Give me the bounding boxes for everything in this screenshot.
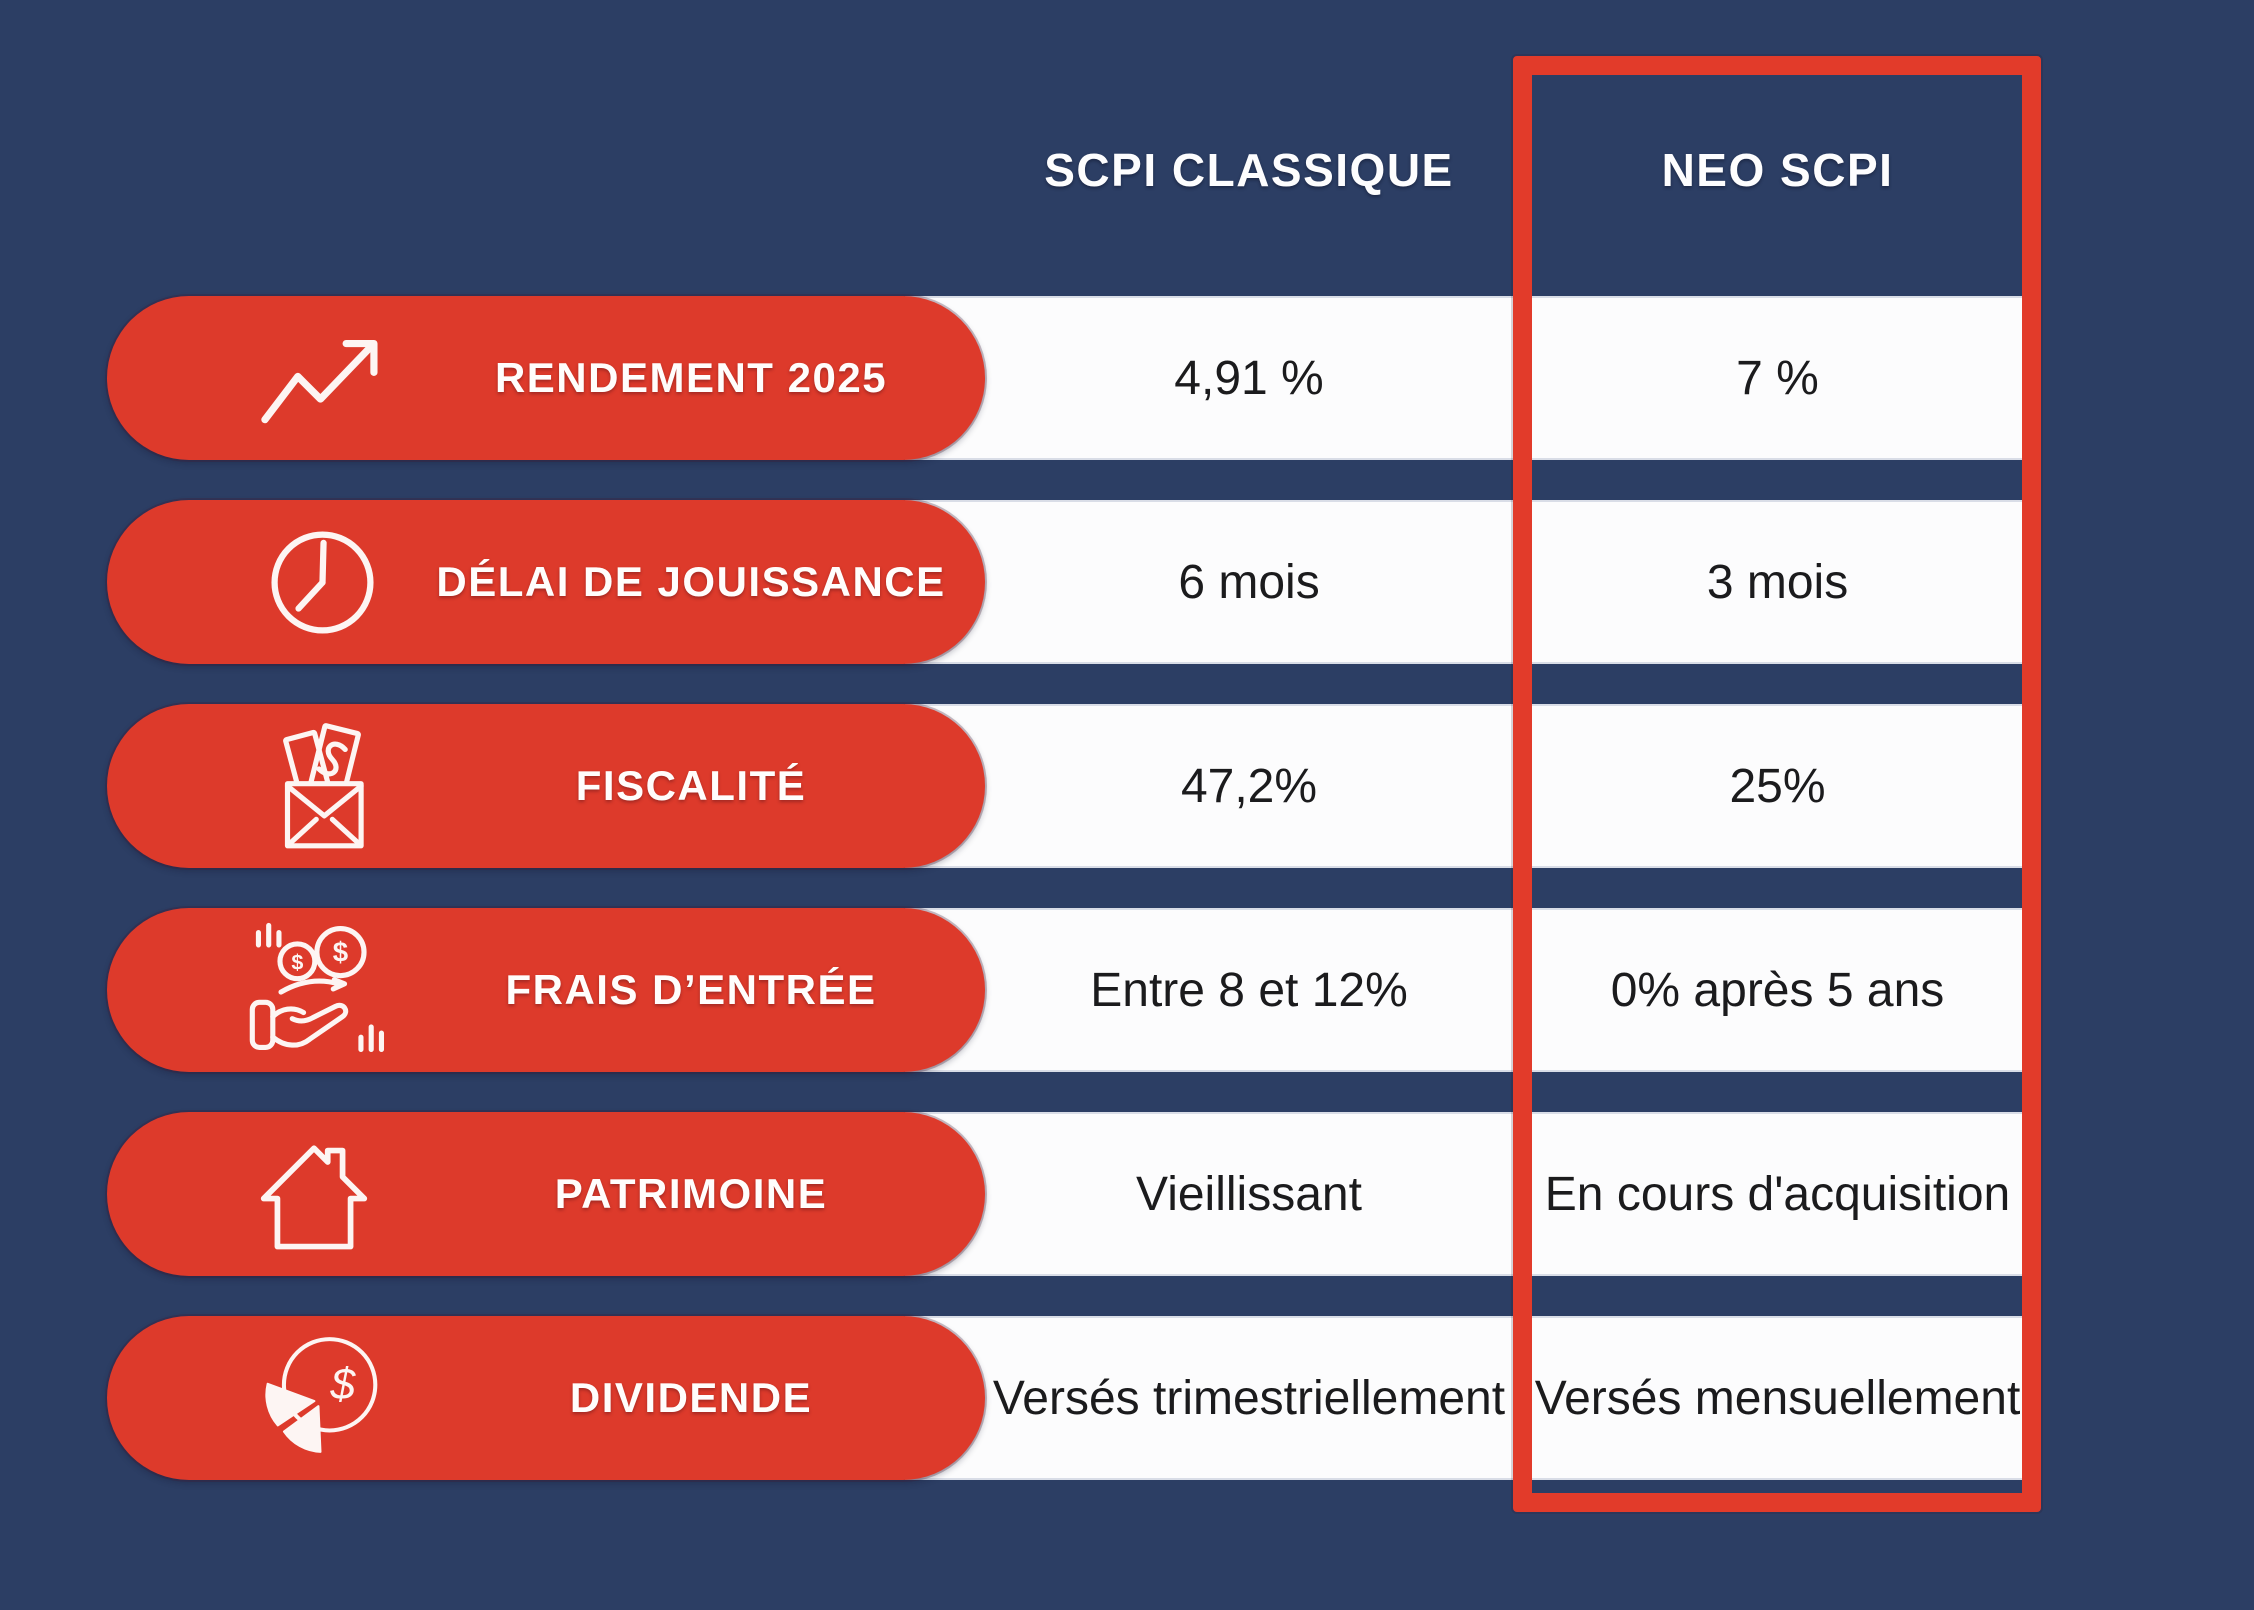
clock-icon [240, 500, 404, 664]
column-header-scpi-classique: SCPI CLASSIQUE [1044, 144, 1454, 196]
neo-scpi-highlight-frame [1513, 56, 2041, 1512]
cell-classic-value: 6 mois [1178, 555, 1320, 609]
svg-text:$: $ [291, 950, 304, 975]
row-label-pill [107, 908, 985, 1072]
svg-text:$: $ [332, 936, 349, 968]
row-label: PATRIMOINE [554, 1170, 828, 1217]
trending-up-icon [240, 296, 404, 460]
row-label-pill [107, 1316, 985, 1480]
row-label: FISCALITÉ [575, 762, 807, 809]
cell-neo-value: 3 mois [1706, 555, 1849, 609]
row-label-pill [107, 296, 985, 460]
cell-neo-value: 0% après 5 ans [1610, 963, 1945, 1017]
cell-neo-value: En cours d'acquisition [1544, 1167, 2011, 1221]
house-icon [240, 1112, 404, 1276]
column-header-neo-scpi: NEO SCPI [1661, 144, 1894, 196]
row-label: DIVIDENDE [569, 1374, 813, 1421]
row-label: DÉLAI DE JOUISSANCE [436, 558, 946, 605]
cell-classic-value: Versés trimestriellement [992, 1371, 1506, 1425]
cell-neo-value: 25% [1729, 759, 1826, 813]
row-label-pill [107, 1112, 985, 1276]
cell-classic-value: 4,91 % [1174, 351, 1324, 405]
cell-classic-value: Entre 8 et 12% [1090, 963, 1408, 1017]
cell-classic-value: Vieillissant [1136, 1167, 1362, 1221]
svg-text:$: $ [330, 1360, 356, 1410]
cell-neo-value: Versés mensuellement [1534, 1371, 2021, 1425]
row-label: RENDEMENT 2025 [494, 354, 888, 401]
row-label: FRAIS D’ENTRÉE [505, 966, 877, 1013]
pie-chart-dollar-icon [240, 1316, 404, 1480]
money-envelope-icon [240, 704, 404, 868]
row-label-pill [107, 500, 985, 664]
hand-coins-icon [240, 908, 404, 1072]
cell-neo-value: 7 % [1736, 351, 1819, 405]
cell-classic-value: 47,2% [1180, 759, 1318, 813]
row-label-pill [107, 704, 985, 868]
